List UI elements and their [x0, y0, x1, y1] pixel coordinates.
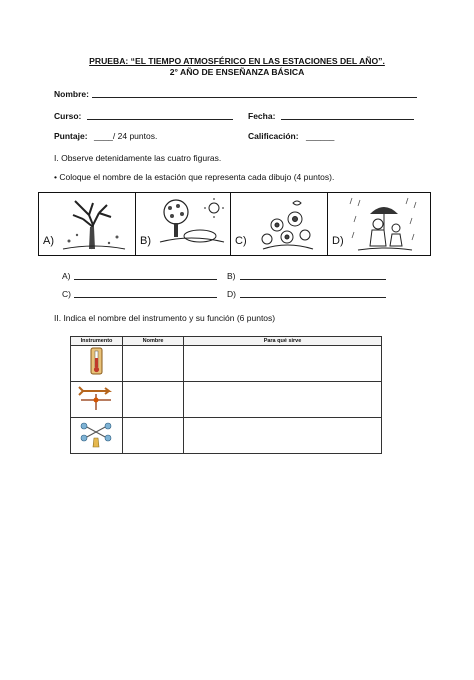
- figure-d-letter: D): [332, 235, 344, 247]
- funcion-answer-cell[interactable]: [184, 382, 382, 418]
- instruments-table: [70, 336, 382, 454]
- figures-frame: [38, 192, 431, 256]
- page-subtitle: 2° AÑO DE ENSEÑANZA BÁSICA: [169, 67, 305, 77]
- weather-vane-icon: [71, 382, 122, 412]
- instrument-cell: [71, 418, 123, 454]
- figure-a: [39, 193, 135, 255]
- summer-picnic-icon: [154, 198, 228, 248]
- fecha-field[interactable]: [281, 119, 414, 120]
- header-para-que-sirve: Para qué sirve: [184, 337, 382, 346]
- answer-b-label: B): [227, 271, 236, 281]
- answer-d-field[interactable]: [240, 297, 386, 298]
- answer-c-field[interactable]: [74, 297, 217, 298]
- table-row: [71, 346, 382, 382]
- figure-b-letter: B): [140, 235, 151, 247]
- nombre-answer-cell[interactable]: [123, 346, 184, 382]
- funcion-answer-cell[interactable]: [184, 346, 382, 382]
- header-nombre: Nombre: [123, 337, 184, 346]
- calificacion-value: ______: [306, 131, 335, 141]
- figure-c: [230, 193, 327, 255]
- answer-a-field[interactable]: [74, 279, 217, 280]
- spring-flowers-icon: [253, 197, 321, 251]
- answer-c-label: C): [62, 289, 71, 299]
- puntaje-value: ____/ 24 puntos.: [94, 131, 158, 141]
- nombre-answer-cell[interactable]: [123, 418, 184, 454]
- table-row: [71, 382, 382, 418]
- bare-tree-autumn-icon: [59, 197, 129, 251]
- fecha-label: Fecha:: [248, 111, 276, 121]
- instrument-cell: [71, 346, 123, 382]
- nombre-label: Nombre:: [54, 89, 89, 99]
- table-header-row: [71, 337, 382, 346]
- header-instrumento: Instrumento: [71, 337, 123, 346]
- figure-d: [327, 193, 432, 255]
- funcion-answer-cell[interactable]: [184, 418, 382, 454]
- page-title: PRUEBA: “EL TIEMPO ATMOSFÉRICO EN LAS ESTACIONES DEL AÑO”.: [89, 56, 385, 66]
- section1-heading: I. Observe detenidamente las cuatro figuras.: [54, 153, 222, 163]
- curso-field[interactable]: [87, 119, 233, 120]
- section1-instruction: • Coloque el nombre de la estación que representa cada dibujo (4 puntos).: [54, 172, 335, 182]
- puntaje-label: Puntaje:: [54, 131, 88, 141]
- rainy-winter-icon: [348, 196, 420, 252]
- answer-b-field[interactable]: [240, 279, 386, 280]
- answer-a-label: A): [62, 271, 71, 281]
- calificacion-label: Calificación:: [248, 131, 299, 141]
- thermometer-icon: [71, 346, 122, 376]
- curso-label: Curso:: [54, 111, 82, 121]
- nombre-field[interactable]: [92, 97, 417, 98]
- answer-d-label: D): [227, 289, 236, 299]
- anemometer-icon: [71, 418, 122, 448]
- nombre-answer-cell[interactable]: [123, 382, 184, 418]
- table-row: [71, 418, 382, 454]
- figure-b: [135, 193, 230, 255]
- figure-c-letter: C): [235, 235, 247, 247]
- figure-a-letter: A): [43, 235, 54, 247]
- section2-heading: II. Indica el nombre del instrumento y su función (6 puntos): [54, 313, 276, 323]
- instrument-cell: [71, 382, 123, 418]
